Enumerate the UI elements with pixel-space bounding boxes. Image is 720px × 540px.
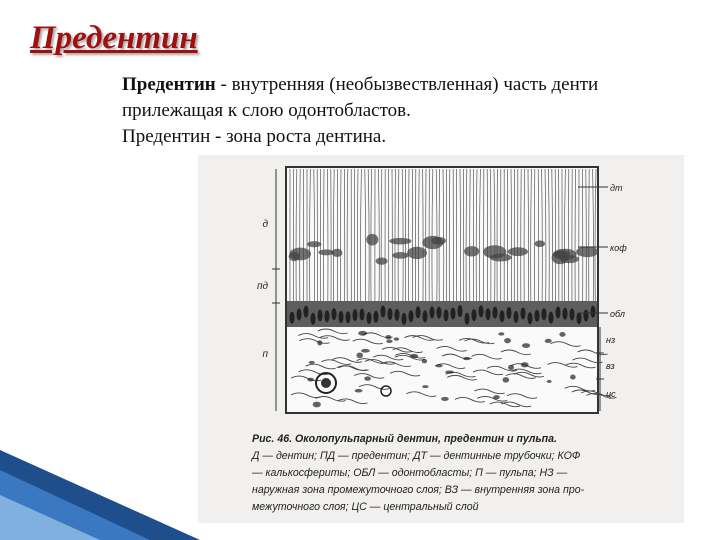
label-obl: обл	[610, 309, 625, 319]
corner-decoration	[0, 440, 200, 540]
label-dt: дт	[610, 183, 623, 193]
figure-caption	[252, 431, 672, 516]
slide-title: Предентин	[30, 20, 198, 56]
caption-title: Рис. 46. Околопульпарный дентин, предентин и пульпа.	[252, 433, 557, 445]
caption-line: межуточного слоя; ЦС — центральный слой	[252, 501, 479, 513]
caption-line: — калькосфериты; ОБЛ — одонтобласты; П — пульпа; НЗ —	[252, 467, 568, 479]
label-p: п	[262, 349, 268, 360]
label-vz: вз	[606, 361, 615, 371]
label-d: д	[262, 219, 268, 230]
caption-line: наружная зона промежуточного слоя; ВЗ — внутренняя зона про-	[252, 484, 585, 496]
body-line-2: прилежащая к слою одонтобластов.	[122, 100, 411, 121]
body-line-1: Предентин - внутренняя (необызвествленная) часть денти	[122, 74, 599, 95]
label-nz: нз	[606, 335, 616, 345]
body-text	[122, 72, 720, 150]
histology-figure	[198, 155, 684, 523]
label-kof: коф	[610, 243, 627, 253]
body-line-3: Предентин - зона роста дентина.	[122, 126, 387, 147]
term-bold: Предентин	[122, 74, 216, 95]
caption-line: Д — дентин; ПД — предентин; ДТ — дентинные трубочки; КОФ	[252, 450, 581, 462]
label-cs: цс	[606, 389, 616, 399]
label-pd: пд	[256, 281, 268, 292]
